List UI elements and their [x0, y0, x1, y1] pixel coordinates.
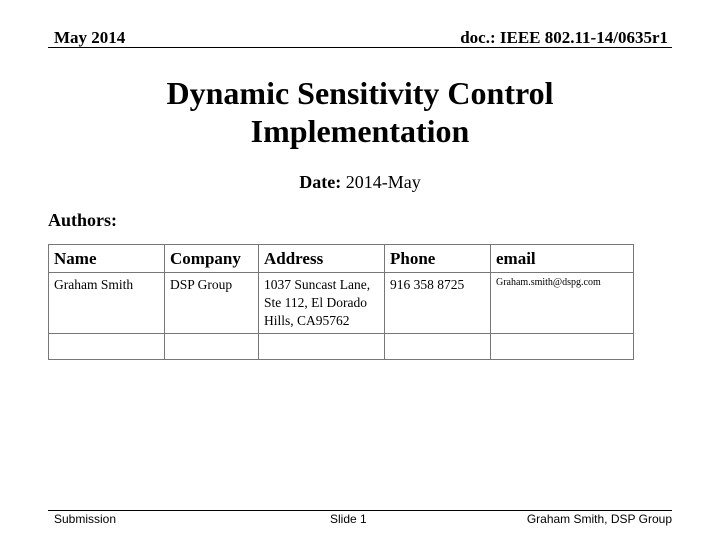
cell-empty: [49, 334, 165, 360]
footer-submission: Submission: [54, 512, 117, 526]
footer-divider: [48, 510, 672, 511]
cell-empty: [385, 334, 491, 360]
authors-table: [48, 244, 634, 360]
cell-empty: [165, 334, 259, 360]
cell-empty: [491, 334, 634, 360]
date-value: 2014-May: [345, 172, 421, 192]
cell-company: DSP Group: [165, 273, 259, 334]
slide-title: Dynamic Sensitivity Control Implementation: [166, 75, 554, 149]
header-divider: [48, 47, 672, 48]
header-date: May 2014: [54, 28, 126, 47]
cell-phone: 916 358 8725: [385, 273, 491, 334]
cell-email: Graham.smith@dspg.com: [491, 273, 634, 334]
table-row: [49, 334, 634, 360]
footer-author: Graham Smith, DSP Group: [526, 512, 672, 526]
cell-name: Graham Smith: [49, 273, 165, 334]
footer-slide-number: Slide 1: [330, 512, 367, 526]
col-email: email: [491, 245, 634, 273]
table-row: [49, 273, 634, 334]
table-header-row: [49, 245, 634, 273]
col-company: Company: [165, 245, 259, 273]
col-address: Address: [259, 245, 385, 273]
date-label: Date:: [299, 172, 342, 192]
col-name: Name: [49, 245, 165, 273]
header-doc-id: doc.: IEEE 802.11-14/0635r1: [460, 28, 668, 47]
cell-empty: [259, 334, 385, 360]
date-line: [0, 172, 720, 193]
cell-address: 1037 Suncast Lane, Ste 112, El Dorado Hills, CA95762: [259, 273, 385, 334]
col-phone: Phone: [385, 245, 491, 273]
authors-label: Authors:: [48, 210, 118, 230]
